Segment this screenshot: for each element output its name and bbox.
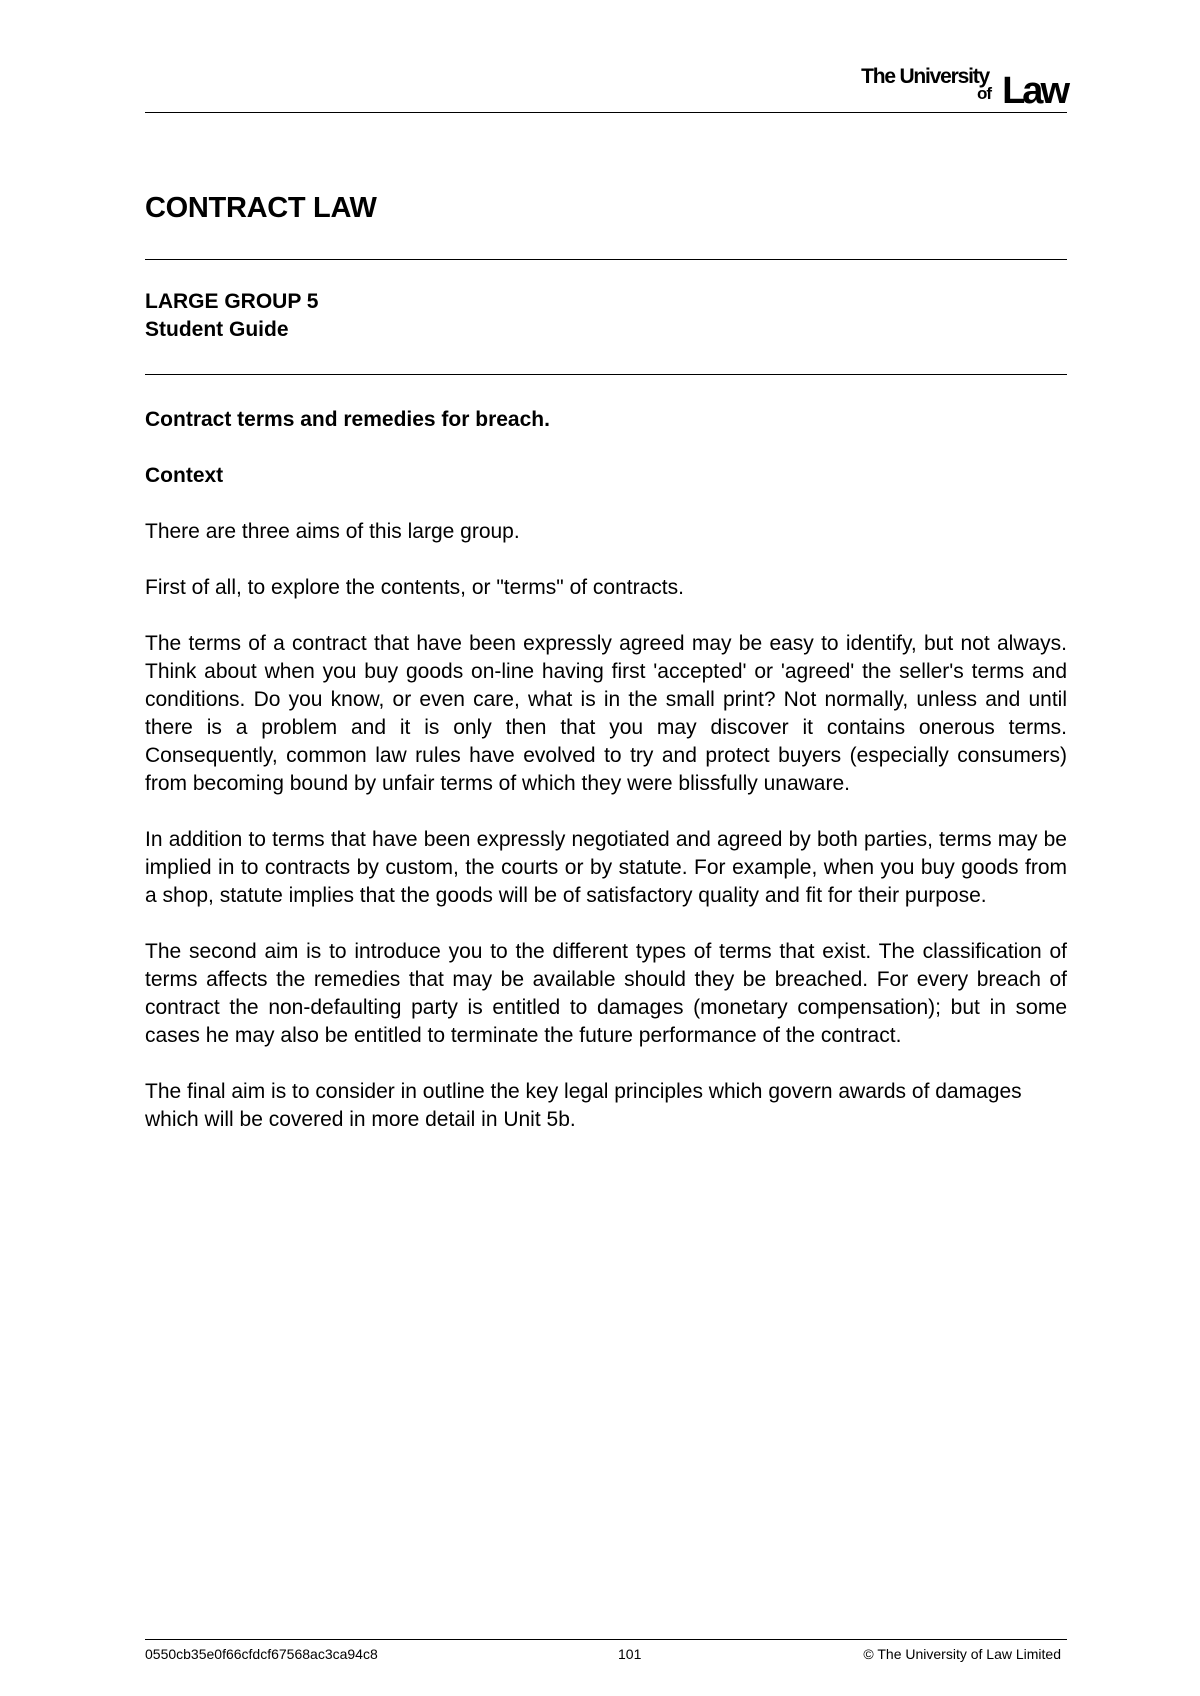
footer-rule — [145, 1639, 1067, 1640]
paragraph: The terms of a contract that have been expressly agreed may be easy to identify, but not always. Think about when you buy goods on-line having first 'accepted' or 'agreed' the seller's terms and conditions. Do you know, or even care, what is in the small print? Not normally, unless and until there is a problem and it is only then that you may discover it contains onerous terms. Consequently, common law rules have evolved to try and protect buyers (especially consumers) from becoming bound by unfair terms of which they were blissfully unaware. — [145, 632, 1067, 795]
paragraph: The second aim is to introduce you to the different types of terms that exist. The classification of terms affects the remedies that may be available should they be breached. For every breach of contract the non-defaulting party is entitled to damages (monetary compensation); but in some cases he may also be entitled to terminate the future performance of the contract. — [145, 940, 1067, 1047]
logo-line-of: of — [976, 84, 991, 103]
paragraph: First of all, to explore the contents, or "terms" of contracts. — [145, 576, 684, 599]
document-page — [145, 0, 1067, 1696]
subtitle-rule — [145, 374, 1067, 375]
guide-label: Student Guide — [145, 318, 289, 341]
paragraph: The final aim is to consider in outline the key legal principles which govern awards of damages which will be covered in more detail in Unit 5b. — [145, 1080, 1022, 1131]
document-body — [145, 406, 1067, 1162]
copyright-notice: © The University of Law Limited — [863, 1646, 1061, 1662]
university-logo — [855, 65, 1067, 112]
paragraph: There are three aims of this large group. — [145, 520, 520, 543]
group-label: LARGE GROUP 5 — [145, 290, 319, 313]
logo-line-university: The University — [861, 65, 989, 88]
logo-law: Law — [1002, 70, 1067, 112]
section-heading-context: Context — [145, 464, 224, 487]
title-rule — [145, 259, 1067, 260]
document-reference: 0550cb35e0f66cfdcf67568ac3ca94c8 — [145, 1646, 378, 1662]
paragraph: In addition to terms that have been expressly negotiated and agreed by both parties, terms may be implied in to contracts by custom, the courts or by statute. For example, when you buy goods from a shop, statute implies that the goods will be of satisfactory quality and fit for their purpose. — [145, 828, 1067, 907]
header-rule — [145, 112, 1067, 113]
topic-heading: Contract terms and remedies for breach. — [145, 408, 550, 431]
page-number: 101 — [618, 1646, 642, 1662]
document-title: CONTRACT LAW — [145, 192, 377, 224]
